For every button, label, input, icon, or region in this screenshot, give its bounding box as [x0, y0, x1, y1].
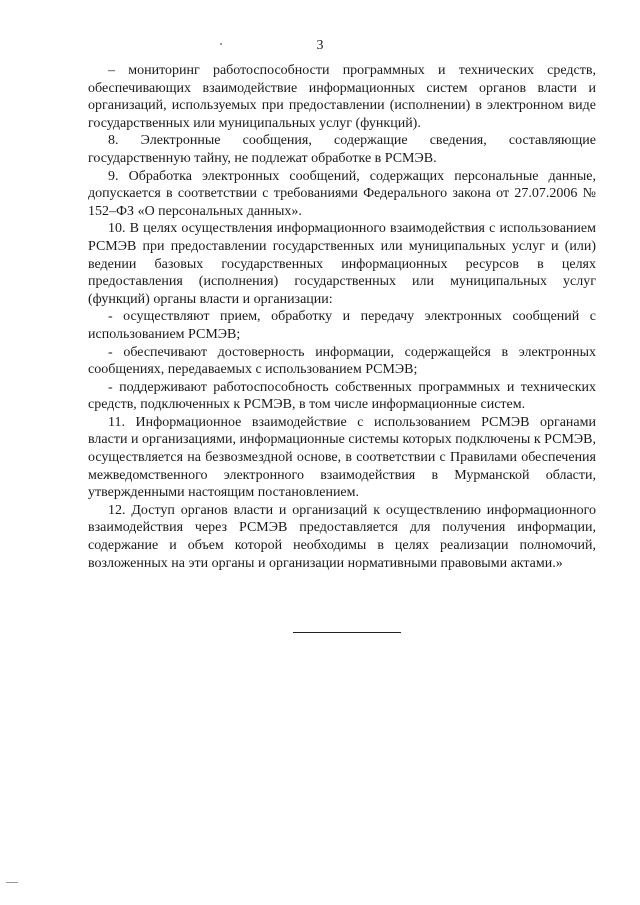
end-separator-line	[293, 632, 401, 633]
paragraph-11: 11. Информационное взаимодействие с использованием РСМЭВ органами власти и организациями, информационные системы которых подключены к РСМЭВ, осуществляется на безвозмездной основе, в соответствии с Правилами обеспечения межведомственного электронного взаимодействия в Мурманской области, утвержденными настоящим постановлением.	[88, 414, 596, 501]
paragraph-12: 12. Доступ органов власти и организаций к осуществлению информационного взаимодействия через РСМЭВ предоставляется для получения информации, содержание и объем которой необходимы в целях реализации полномочий, возложенных на эти органы и организации нормативными правовыми актами.»	[88, 502, 596, 571]
paragraph-9: 9. Обработка электронных сообщений, содержащих персональные данные, допускается в соответствии с требованиями Федерального закона от 27.07.2006 № 152–ФЗ «О персональных данных».	[88, 168, 596, 219]
list-item-receive-messages: - осуществляют прием, обработку и передачу электронных сообщений с использованием РСМЭВ;	[88, 309, 596, 342]
list-item-maintain: - поддерживают работоспособность собственных программных и технических средств, подключенных к РСМЭВ, в том числе информационные систем.	[88, 379, 596, 413]
paragraph-monitoring: – мониторинг работоспособности программных и технических средств, обеспечивающих взаимодействие информационных систем органов власти и организаций, используемых при предоставлении (исполнении) в электронном виде государственных или муниципальных услуг (функций).	[88, 63, 596, 131]
list-item-reliability: - обеспечивают достоверность информации, содержащейся в электронных сообщениях, передаваемых с использованием РСМЭВ;	[88, 344, 596, 378]
page-number: 3	[316, 38, 324, 53]
document-body	[88, 62, 596, 572]
scan-dot	[220, 43, 222, 45]
paragraph-10: 10. В целях осуществления информационного взаимодействия с использованием РСМЭВ при предоставлении государственных или муниципальных услуг и (или) ведении базовых государственных информационных ресурсов в целях предоставления (исполнения) государственных или муниципальных услуг (функций) органы власти и организации:	[88, 221, 596, 307]
paragraph-8: 8. Электронные сообщения, содержащие сведения, составляющие государственную тайну, не подлежат обработке в РСМЭВ.	[88, 133, 596, 166]
scan-edge-mark	[6, 882, 18, 883]
